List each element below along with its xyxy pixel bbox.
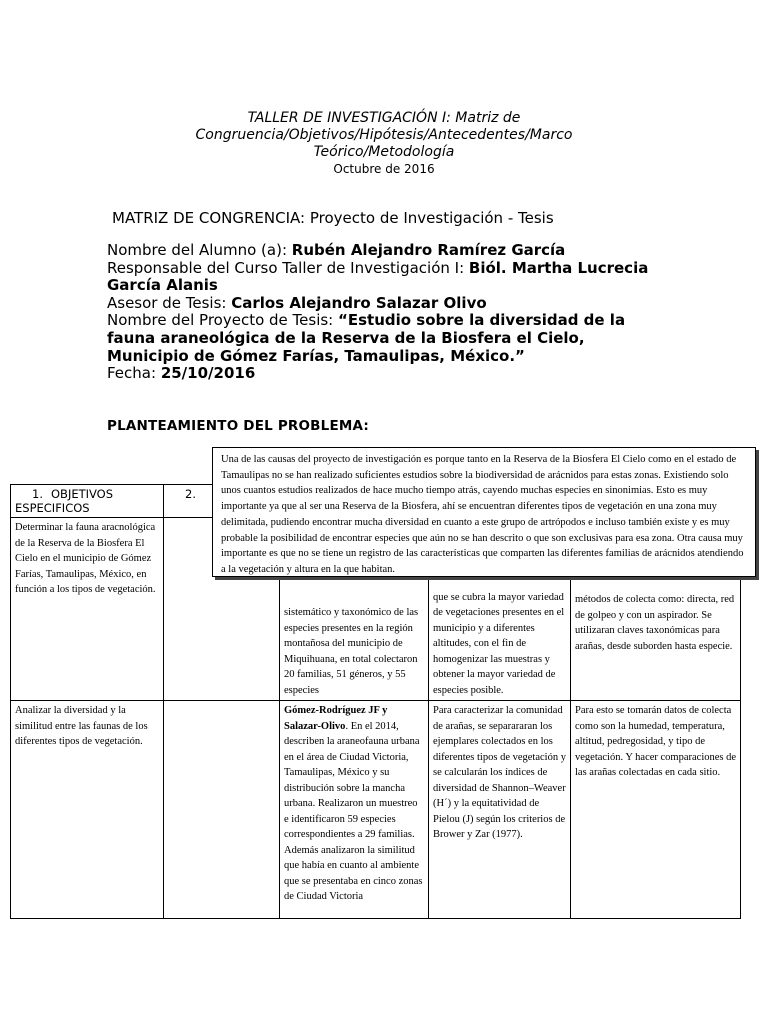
doc-date: Octubre de 2016: [333, 162, 435, 176]
asesor-label: Asesor de Tesis:: [107, 293, 232, 312]
marco-cell: Para caracterizar la comunidad de arañas, se separararan los ejemplares colectados en los diferentes tipos de vegetación y se calcularán los índices de diversidad de Shannon–Weaver (H´) y la equitatividad de Pielou (J) según los criterios de Brower y Zar (1977).: [429, 701, 571, 919]
antecedente-authors: Gómez-Rodríguez JF y Salazar-Olivo: [284, 705, 388, 732]
fecha-line: [107, 365, 667, 383]
antecedente-text: . En el 2014, describen la araneofauna urbana en el área de Ciudad Victoria, Tamaulipas, México y su distribución sobre la mancha urbana. Realizaron un muestreo e identificaron 59 especies correspondientes a 29 familias. Además analizaron la similitud que había en cuanto al ambiente que se presentaba en cinco zonas de Ciudad Victoria: [284, 720, 423, 902]
alumno-label: Nombre del Alumno (a):: [107, 241, 292, 259]
objetivo-cell: Analizar la diversidad y la similitud entre las faunas de los diferentes tipos de vegetación.: [11, 701, 164, 919]
responsable-value: Biól. Martha Lucrecia García Alanis: [107, 258, 649, 295]
asesor-line: [107, 295, 667, 313]
antecedente-text: sistemático y taxonómico de las especies presentes en la región montañosa del municipio de Miquihuana, en total colectaron 20 familias, 51 géneros, y 55 especies: [284, 607, 419, 696]
matriz-value: Proyecto de Investigación - Tesis: [305, 209, 554, 227]
proyecto-label: Nombre del Proyecto de Tesis:: [107, 311, 339, 330]
marco-text: que se cubra la mayor variedad de vegetaciones presentes en el municipio y a diferentes altitudes, con el fin de homogenizar las muestras y obtener la mayor variedad de especies posible.: [433, 591, 565, 696]
responsable-label: Responsable del Curso Taller de Investigación I:: [107, 258, 469, 277]
metodologia-text: métodos de colecta como: directa, red de golpeo y con un aspirador. Se utilizaran claves taxonómicas para arañas, desde suborden hasta especie.: [575, 594, 735, 652]
document-header: [0, 110, 768, 177]
doc-title-line-2: Congruencia/Objetivos/Hipótesis/Antecedentes/Marco: [195, 127, 573, 143]
objetivo-cell: Determinar la fauna aracnológica de la Reserva de la Biosfera El Cielo en el municipio de Gómez Farías, Tamaulipas, México, en función a los tipos de vegetación.: [11, 518, 164, 701]
matriz-heading: [112, 209, 554, 227]
alumno-line: [107, 242, 667, 260]
metodologia-cell: Para esto se tomarán datos de colecta como son la humedad, temperatura, altitud, pedregosidad, y tipo de vegetación. Y hacer comparaciones de las arañas colectadas en cada sitio.: [571, 701, 741, 919]
alumno-value: Rubén Alejandro Ramírez García: [291, 241, 566, 259]
proyecto-value: “Estudio sobre la diversidad de la fauna araneológica de la Reserva de la Biosfera el Cielo, Municipio de Gómez Farías, Tamaulipas, México.”: [107, 311, 626, 365]
student-info: [107, 242, 667, 383]
antecedente-cell: [280, 701, 429, 919]
proyecto-line: [107, 312, 667, 365]
matriz-label: MATRIZ DE CONGRENCIA:: [112, 209, 306, 227]
header-num: 1.: [32, 487, 43, 501]
asesor-value: Carlos Alejandro Salazar Olivo: [231, 293, 487, 312]
planteamiento-popup-box: Una de las causas del proyecto de investigación es porque tanto en la Reserva de la Biosfera El Cielo como en el estado de Tamaulipas no se han realizado suficientes estudios sobre la biodiversidad de arácnidos para estas zonas. Existiendo solo unos cuantos estudios realizados de hace mucho tiempo atrás, cayendo muchas especies en sinonimias. Esto es muy importante ya que al ser una Reserva de la Biosfera, ahí se encuentran diferentes tipos de vegetación en una zona muy delimitada, pudiendo encontrar mucha diversidad en cuanto a este grupo de artrópodos e incluso también existe y es muy probable la posibilidad de encontrar especies que aún no se han descrito o que son exclusivas para esa zona. Otra causa muy importante es que no se tiene un registro de las características que comparten las diferentes familias de arácnidos atendiendo a la vegetación y altura en la que habitan.: [212, 447, 756, 577]
responsable-line: [107, 260, 667, 295]
fecha-value: 25/10/2016: [160, 364, 256, 383]
planteamiento-heading: PLANTEAMIENTO DEL PROBLEMA:: [107, 418, 370, 434]
doc-title-line-1: TALLER DE INVESTIGACIÓN I: Matriz de: [247, 110, 521, 126]
header-label: OBJETIVOS ESPECIFICOS: [15, 487, 114, 515]
header-num: 2.: [185, 487, 196, 501]
table-row: [11, 701, 741, 919]
fecha-label: Fecha:: [107, 364, 161, 383]
hipotesis-cell: [164, 701, 280, 919]
header-cell-objetivos: [11, 485, 164, 518]
doc-title-line-3: Teórico/Metodología: [313, 144, 455, 160]
